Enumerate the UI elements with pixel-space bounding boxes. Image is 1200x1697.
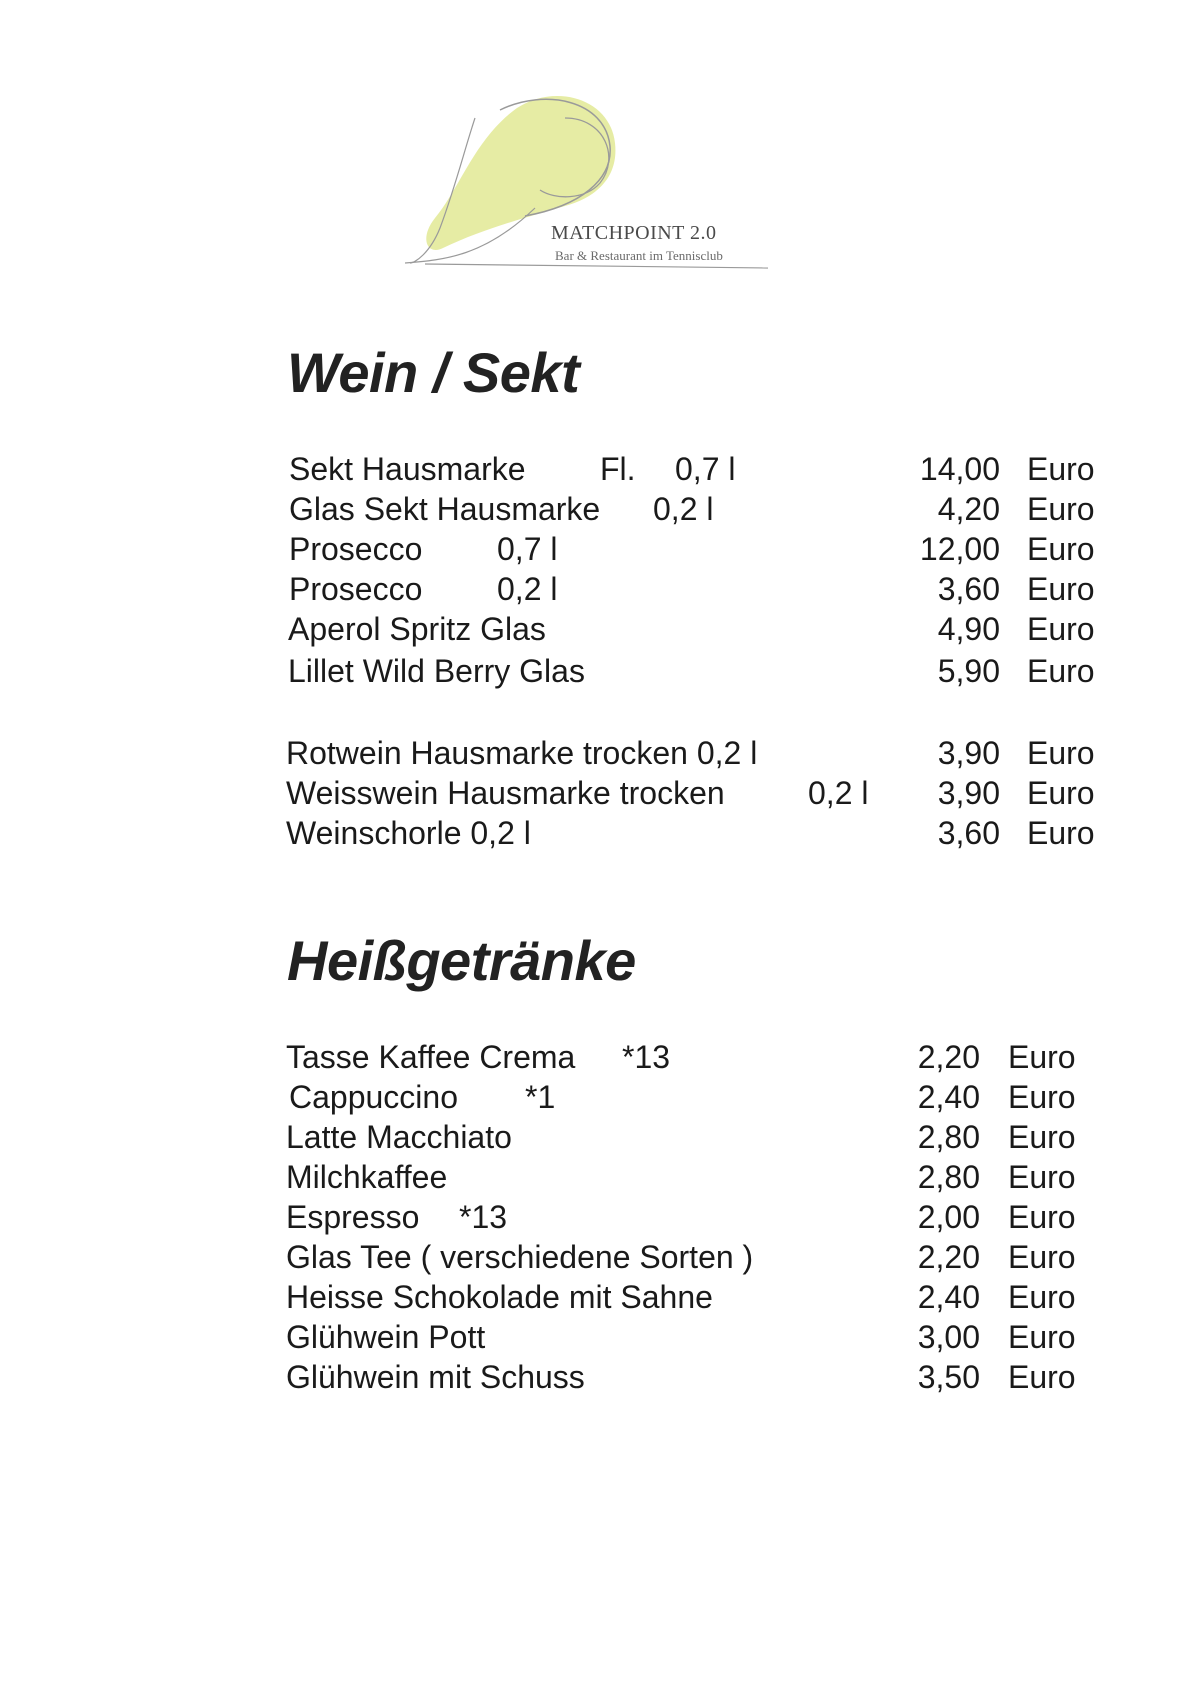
menu-item [0, 1157, 1200, 1197]
item-price: 2,80 [917, 1159, 980, 1195]
item-name: Prosecco [289, 531, 423, 567]
item-name: Glühwein Pott [286, 1319, 486, 1355]
item-price: 4,20 [937, 491, 1000, 527]
menu-item [0, 449, 1200, 489]
item-price: 2,40 [917, 1279, 980, 1315]
item-note: *13 [622, 1039, 671, 1075]
item-currency: Euro [1027, 653, 1095, 689]
menu-item [0, 1317, 1200, 1357]
item-price: 12,00 [919, 531, 1000, 567]
menu-item [0, 733, 1200, 773]
item-size: 0,7 l [497, 531, 558, 567]
item-currency: Euro [1027, 491, 1095, 527]
item-price: 3,60 [937, 815, 1000, 851]
item-currency: Euro [1008, 1319, 1076, 1355]
menu-item [0, 1037, 1200, 1077]
item-price: 14,00 [919, 451, 1000, 487]
logo [405, 88, 775, 278]
item-price: 2,20 [917, 1239, 980, 1275]
item-price: 3,90 [937, 775, 1000, 811]
menu-item [0, 1277, 1200, 1317]
item-name: Glas Sekt Hausmarke [289, 491, 601, 527]
menu-item [0, 1357, 1200, 1397]
item-currency: Euro [1008, 1039, 1076, 1075]
item-currency: Euro [1008, 1079, 1076, 1115]
item-price: 3,00 [917, 1319, 980, 1355]
item-note: *1 [525, 1079, 556, 1115]
menu-item [0, 813, 1200, 853]
menu-item [0, 609, 1200, 649]
section-heading-wine: Wein / Sekt [287, 341, 580, 404]
item-name: Glas Tee ( verschiedene Sorten ) [286, 1239, 754, 1275]
menu-item [0, 773, 1200, 813]
item-detail: Fl. [600, 451, 636, 487]
item-price: 3,60 [937, 571, 1000, 607]
item-size: 0,2 l [497, 571, 558, 607]
item-price: 2,40 [917, 1079, 980, 1115]
item-price: 3,50 [917, 1359, 980, 1395]
item-currency: Euro [1027, 775, 1095, 811]
item-price: 2,00 [917, 1199, 980, 1235]
item-name: Heisse Schokolade mit Sahne [286, 1279, 713, 1315]
item-name: Aperol Spritz Glas [288, 611, 546, 647]
menu-item [0, 569, 1200, 609]
menu-item [0, 489, 1200, 529]
item-price: 2,80 [917, 1119, 980, 1155]
item-size: 0,2 l [808, 775, 869, 811]
logo-name: MATCHPOINT 2.0 [551, 222, 717, 244]
item-name: Weinschorle 0,2 l [286, 815, 531, 851]
item-price: 2,20 [917, 1039, 980, 1075]
item-currency: Euro [1008, 1279, 1076, 1315]
item-currency: Euro [1008, 1199, 1076, 1235]
item-name: Prosecco [289, 571, 423, 607]
item-currency: Euro [1027, 611, 1095, 647]
logo-tagline: Bar & Restaurant im Tennisclub [555, 248, 723, 263]
item-currency: Euro [1008, 1159, 1076, 1195]
item-currency: Euro [1027, 451, 1095, 487]
item-price: 4,90 [937, 611, 1000, 647]
item-name: Espresso [286, 1199, 420, 1235]
item-name: Tasse Kaffee Crema [286, 1039, 576, 1075]
menu-item [0, 1197, 1200, 1237]
item-name: Glühwein mit Schuss [286, 1359, 585, 1395]
menu-item [0, 1237, 1200, 1277]
item-currency: Euro [1008, 1239, 1076, 1275]
item-price: 3,90 [937, 735, 1000, 771]
menu-item [0, 651, 1200, 691]
item-name: Rotwein Hausmarke trocken 0,2 l [286, 735, 758, 771]
item-name: Latte Macchiato [286, 1119, 512, 1155]
item-currency: Euro [1027, 571, 1095, 607]
item-name: Cappuccino [289, 1079, 458, 1115]
section-heading-hot-drinks: Heißgetränke [287, 929, 636, 992]
item-size: 0,7 l [675, 451, 736, 487]
menu-item [0, 529, 1200, 569]
item-currency: Euro [1027, 735, 1095, 771]
item-currency: Euro [1008, 1119, 1076, 1155]
item-currency: Euro [1008, 1359, 1076, 1395]
menu-item [0, 1077, 1200, 1117]
item-name: Sekt Hausmarke [289, 451, 526, 487]
item-currency: Euro [1027, 531, 1095, 567]
item-name: Weisswein Hausmarke trocken [286, 775, 725, 811]
item-size: 0,2 l [653, 491, 714, 527]
item-price: 5,90 [937, 653, 1000, 689]
item-name: Lillet Wild Berry Glas [288, 653, 585, 689]
menu-item [0, 1117, 1200, 1157]
item-currency: Euro [1027, 815, 1095, 851]
item-note: *13 [459, 1199, 508, 1235]
item-name: Milchkaffee [286, 1159, 448, 1195]
